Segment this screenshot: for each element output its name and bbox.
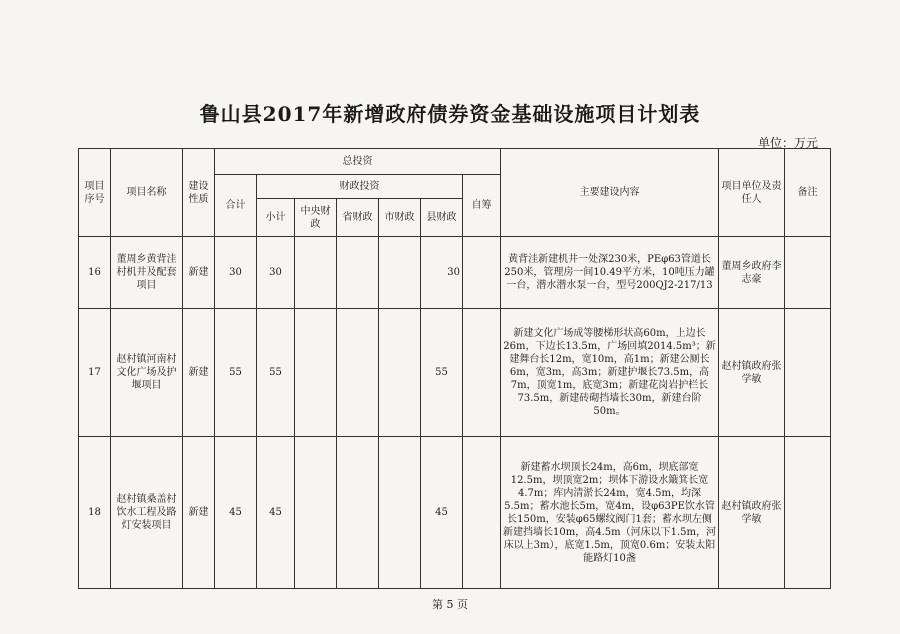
row-county: 45 xyxy=(421,437,463,589)
unit-label: 单位：万元 xyxy=(757,136,818,150)
row-content: 新建文化广场成等腰梯形状高60m，上边长26m，下边长13.5m，广场回填2014.5m³；新建舞台长12m，宽10m，高1m；新建公厕长6m，宽3m，高3m；新建护堰长73.5m，高7m，顶宽1m，底宽3m；新建花岗岩护栏长73.5m，新建砖砌挡墙长30m，新建台阶50m。 xyxy=(501,309,719,437)
row-self xyxy=(463,437,501,589)
table-row xyxy=(79,437,831,589)
header-total-invest: 总投资 xyxy=(215,149,501,175)
row-unit-person: 赵村镇政府张学敏 xyxy=(719,437,785,589)
row-subtotal: 55 xyxy=(257,309,295,437)
row-nature: 新建 xyxy=(183,237,215,309)
header-seq: 项目序号 xyxy=(79,149,111,237)
row-self xyxy=(463,309,501,437)
row-name: 赵村镇河南村文化广场及护堰项目 xyxy=(111,309,183,437)
row-county: 55 xyxy=(421,309,463,437)
row-city xyxy=(379,309,421,437)
row-name: 赵村镇桑盖村饮水工程及路灯安装项目 xyxy=(111,437,183,589)
header-name: 项目名称 xyxy=(111,149,183,237)
row-content: 新建蓄水坝顶长24m，高6m，坝底部宽12.5m，坝顶宽2m；坝体下游设水簸箕长宽4.7m；库内清淤长24m，宽4.5m，均深5.5m；蓄水池长5m，宽4m，设φ63PE饮水管长150m，安装φ65螺纹阀门1套；蓄水坝左侧新建挡墙长10m，高4.5m（河床以下1.5m，河床以上3m），底宽1.5m，顶宽0.6m；安装太阳能路灯10盏 xyxy=(501,437,719,589)
row-self xyxy=(463,237,501,309)
row-seq: 18 xyxy=(79,437,111,589)
row-content: 黄背洼新建机井一处深230米，PEφ63管道长250米，管理房一间10.49平方米，10吨压力罐一台，潜水潜水泵一台，型号200QJ2-217/13 xyxy=(501,237,719,309)
document-title: 鲁山县2017年新增政府债券资金基础设施项目计划表 xyxy=(199,102,701,126)
row-remark xyxy=(785,437,831,589)
header-unit-person: 项目单位及责任人 xyxy=(719,149,785,237)
row-county: 30 xyxy=(421,237,463,309)
row-remark xyxy=(785,309,831,437)
header-self: 自筹 xyxy=(463,175,501,237)
header-total: 合计 xyxy=(215,175,257,237)
header-remark: 备注 xyxy=(785,149,831,237)
table-row xyxy=(79,237,831,309)
row-seq: 17 xyxy=(79,309,111,437)
header-central: 中央财政 xyxy=(295,199,337,237)
row-total: 45 xyxy=(215,437,257,589)
page-number: 第 5 页 xyxy=(432,598,468,611)
row-total: 55 xyxy=(215,309,257,437)
row-central xyxy=(295,237,337,309)
row-province xyxy=(337,237,379,309)
row-unit-person: 董周乡政府李志豪 xyxy=(719,237,785,309)
row-city xyxy=(379,437,421,589)
header-content: 主要建设内容 xyxy=(501,149,719,237)
header-nature: 建设性质 xyxy=(183,149,215,237)
row-subtotal: 45 xyxy=(257,437,295,589)
header-fiscal: 财政投资 xyxy=(257,175,463,199)
row-nature: 新建 xyxy=(183,437,215,589)
table-row xyxy=(79,309,831,437)
project-plan-table xyxy=(78,148,831,589)
row-central xyxy=(295,437,337,589)
header-subtotal: 小计 xyxy=(257,199,295,237)
row-central xyxy=(295,309,337,437)
row-subtotal: 30 xyxy=(257,237,295,309)
row-total: 30 xyxy=(215,237,257,309)
header-county: 县财政 xyxy=(421,199,463,237)
row-unit-person: 赵村镇政府张学敏 xyxy=(719,309,785,437)
row-province xyxy=(337,437,379,589)
header-city: 市财政 xyxy=(379,199,421,237)
row-seq: 16 xyxy=(79,237,111,309)
row-remark xyxy=(785,237,831,309)
header-province: 省财政 xyxy=(337,199,379,237)
row-nature: 新建 xyxy=(183,309,215,437)
row-province xyxy=(337,309,379,437)
row-city xyxy=(379,237,421,309)
row-name: 董周乡黄背洼村机井及配套项目 xyxy=(111,237,183,309)
